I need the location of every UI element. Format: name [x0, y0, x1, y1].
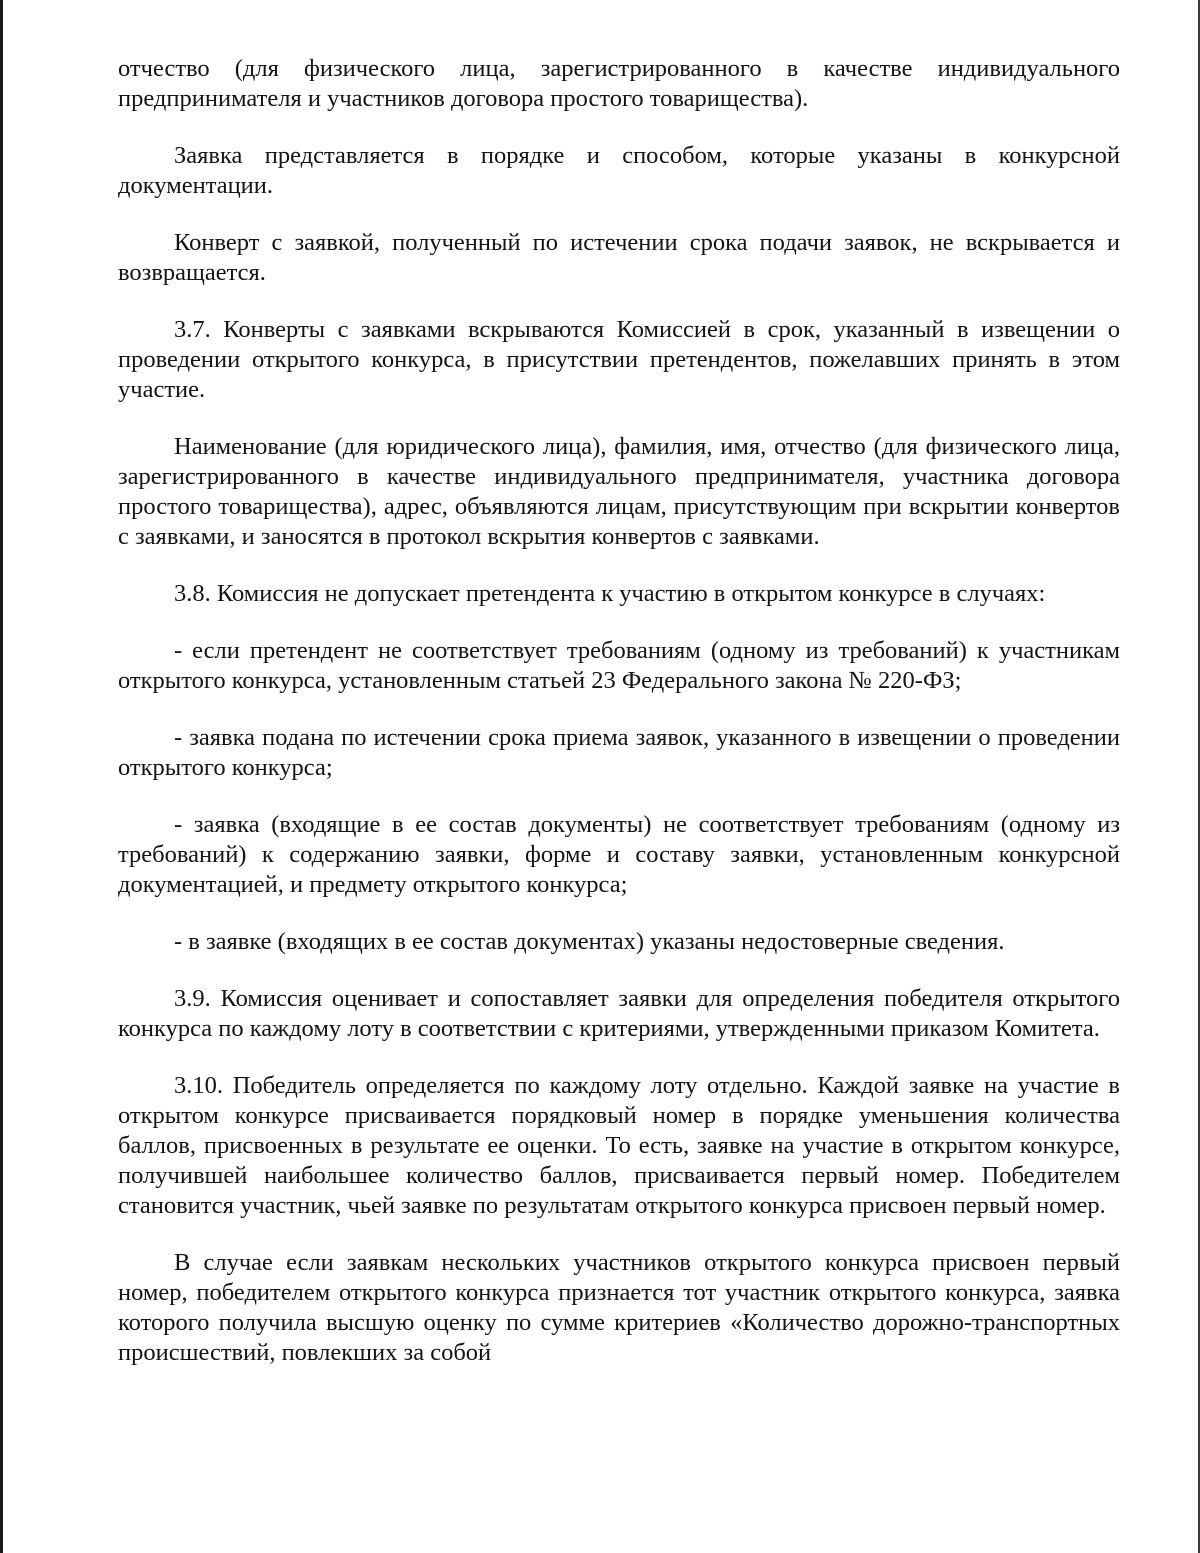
paragraph-3-10: 3.10. Победитель определяется по каждому лоту отдельно. Каждой заявке на участие в открытом конкурсе присваивается порядковый номер в порядке уменьшения количества баллов, присвоенных в результате ее оценки. То есть, заявке на участие в открытом конкурсе, получившей наибольшее количество баллов, присваивается первый номер. Победителем становится участник, чьей заявке по результатам открытого конкурса присвоен первый номер. [118, 1072, 1120, 1219]
paragraph-late-envelope: Конверт с заявкой, полученный по истечении срока подачи заявок, не вскрывается и возвращается. [118, 229, 1120, 286]
list-item-nonconformity: - заявка (входящие в ее состав документы) не соответствует требованиям (одному из требований) к содержанию заявки, форме и составу заявки, установленным конкурсной документацией, и предмету открытого конкурса; [118, 811, 1120, 898]
paragraph-announcement: Наименование (для юридического лица), фамилия, имя, отчество (для физического лица, зарегистрированного в качестве индивидуального предпринимателя, участника договора простого товарищества), адрес, объявляются лицам, присутствующим при вскрытии конвертов с заявками, и заносятся в протокол вскрытия конвертов с заявками. [118, 433, 1120, 550]
document-body [118, 54, 1120, 1368]
paragraph-3-7: 3.7. Конверты с заявками вскрываются Комиссией в срок, указанный в извещении о проведении открытого конкурса, в присутствии претендентов, пожелавших принять в этом участие. [118, 316, 1120, 403]
scan-edge-left [0, 0, 3, 1553]
list-item-false-info: - в заявке (входящих в ее состав документах) указаны недостоверные сведения. [174, 928, 1005, 955]
paragraph-continuation: отчество (для физического лица, зарегистрированного в качестве индивидуального предпринимателя и участников договора простого товарищества). [118, 55, 1120, 112]
paragraph-3-8: 3.8. Комиссия не допускает претендента к участию в открытом конкурсе в случаях: [174, 580, 1046, 607]
list-item-late-submission: - заявка подана по истечении срока приема заявок, указанного в извещении о проведении открытого конкурса; [118, 724, 1120, 781]
paragraph-submission-method: Заявка представляется в порядке и способом, которые указаны в конкурсной документации. [118, 142, 1120, 199]
paragraph-3-9: 3.9. Комиссия оценивает и сопоставляет заявки для определения победителя открытого конкурса по каждому лоту в соответствии с критериями, утвержденными приказом Комитета. [118, 985, 1120, 1042]
paragraph-tie-break: В случае если заявкам нескольких участников открытого конкурса присвоен первый номер, победителем открытого конкурса признается тот участник открытого конкурса, заявка которого получила высшую оценку по сумме критериев «Количество дорожно-транспортных происшествий, повлекших за собой [118, 1249, 1120, 1366]
list-item-requirements: - если претендент не соответствует требованиям (одному из требований) к участникам открытого конкурса, установленным статьей 23 Федерального закона № 220-ФЗ; [118, 637, 1120, 694]
